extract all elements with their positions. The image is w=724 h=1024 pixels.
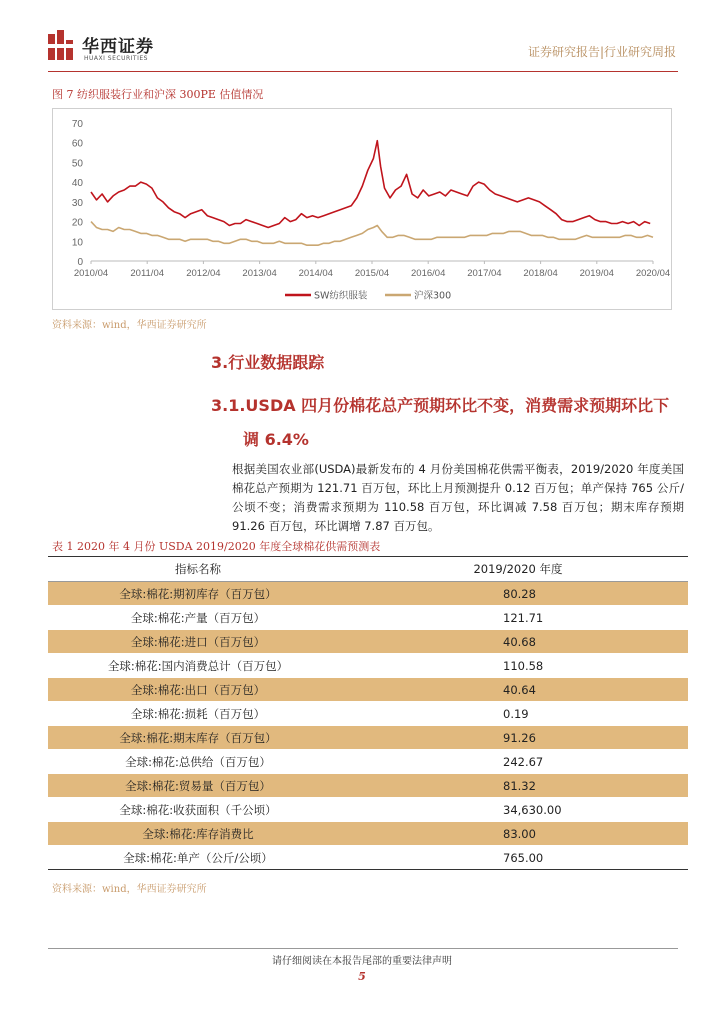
row-label: 全球:棉花:总供给（百万包） — [48, 750, 348, 774]
subsection-heading-line1: 3.1.USDA 四月份棉花总产预期环比不变，消费需求预期环比下 — [211, 396, 670, 415]
row-value: 121.71 — [348, 606, 688, 630]
table-caption: 表 1 2020 年 4 月份 USDA 2019/2020 年度全球棉花供需预测表 — [52, 540, 381, 553]
column-header: 指标名称 — [48, 557, 348, 582]
row-label: 全球:棉花:损耗（百万包） — [48, 702, 348, 726]
row-value: 81.32 — [348, 774, 688, 798]
row-value: 242.67 — [348, 750, 688, 774]
brand-name-en: HUAXI SECURITIES — [84, 55, 148, 62]
table-row — [48, 678, 688, 702]
x-tick-label: 2011/04 — [130, 268, 165, 279]
table-row — [48, 582, 688, 606]
column-header: 2019/2020 年度 — [348, 557, 688, 582]
row-label: 全球:棉花:期末库存（百万包） — [48, 726, 348, 750]
row-value: 0.19 — [348, 702, 688, 726]
row-value: 40.64 — [348, 678, 688, 702]
table-row — [48, 606, 688, 630]
y-tick-label: 0 — [77, 257, 83, 268]
x-tick-label: 2013/04 — [242, 268, 277, 279]
table-row — [48, 654, 688, 678]
row-label: 全球:棉花:出口（百万包） — [48, 678, 348, 702]
section-heading: 3.行业数据跟踪 — [211, 353, 325, 372]
header-divider — [48, 71, 678, 72]
row-value: 40.68 — [348, 630, 688, 654]
figure-source: 资料来源：wind，华西证券研究所 — [52, 320, 207, 331]
y-tick-label: 20 — [71, 217, 83, 229]
table-row — [48, 726, 688, 750]
footer-divider — [48, 948, 678, 949]
y-tick-label: 70 — [71, 119, 83, 130]
y-tick-label: 40 — [71, 178, 83, 190]
y-tick-label: 50 — [71, 158, 83, 170]
row-label: 全球:棉花:国内消费总计（百万包） — [48, 654, 348, 678]
row-label: 全球:棉花:进口（百万包） — [48, 630, 348, 654]
body-paragraph: 根据美国农业部(USDA)最新发布的 4 月份美国棉花供需平衡表，2019/2020 年度美国棉花总产预期为 121.71 百万包，环比上月预测提升 0.12 百万包；单产保持 765 公斤/公顷不变；消费需求预期为 110.58 百万包，环比调减 7.58 百万包；期末库存预期 91.26 百万包，环比调增 7.87 百万包。 — [232, 462, 684, 533]
row-label: 全球:棉花:收获面积（千公顷） — [48, 798, 348, 822]
page-number: 5 — [358, 970, 366, 983]
x-tick-label: 2018/04 — [523, 268, 558, 279]
row-label: 全球:棉花:期初库存（百万包） — [48, 582, 348, 606]
table-row — [48, 630, 688, 654]
table-row — [48, 750, 688, 774]
subsection-heading — [211, 389, 691, 457]
row-value: 91.26 — [348, 726, 688, 750]
pe-chart — [52, 108, 672, 310]
x-tick-label: 2015/04 — [354, 268, 390, 279]
row-label: 全球:棉花:单产（公斤/公顷） — [48, 846, 348, 870]
huaxi-logo-icon — [48, 30, 76, 60]
cotton-supply-table — [48, 556, 688, 870]
table-row — [48, 702, 688, 726]
row-value: 34,630.00 — [348, 798, 688, 822]
row-label: 全球:棉花:库存消费比 — [48, 822, 348, 846]
table-row — [48, 846, 688, 870]
figure-caption: 图 7 纺织服装行业和沪深 300PE 估值情况 — [52, 88, 264, 101]
x-tick-label: 2019/04 — [579, 268, 614, 279]
table-row — [48, 774, 688, 798]
series-line — [91, 222, 653, 246]
row-label: 全球:棉花:贸易量（百万包） — [48, 774, 348, 798]
row-value: 83.00 — [348, 822, 688, 846]
row-value: 110.58 — [348, 654, 688, 678]
row-value: 80.28 — [348, 582, 688, 606]
table-row — [48, 822, 688, 846]
x-tick-label: 2020/04 — [635, 268, 671, 279]
y-tick-label: 10 — [71, 237, 83, 249]
table-source: 资料来源：wind，华西证券研究所 — [52, 884, 207, 895]
page-header — [0, 0, 724, 72]
y-tick-label: 30 — [71, 197, 83, 209]
legend-label: SW纺织服装 — [314, 290, 368, 302]
row-value: 765.00 — [348, 846, 688, 870]
y-tick-label: 60 — [71, 138, 83, 150]
x-tick-label: 2014/04 — [298, 268, 333, 279]
brand-name: 华西证券 — [82, 37, 154, 57]
footer-disclaimer: 请仔细阅读在本报告尾部的重要法律声明 — [272, 956, 452, 967]
x-tick-label: 2017/04 — [467, 268, 502, 279]
row-label: 全球:棉花:产量（百万包） — [48, 606, 348, 630]
pe-chart-svg — [53, 109, 673, 311]
report-type: 证券研究报告|行业研究周报 — [527, 45, 676, 59]
table-header-row — [48, 557, 688, 582]
x-tick-label: 2010/04 — [73, 268, 109, 279]
table-row — [48, 798, 688, 822]
x-tick-label: 2012/04 — [186, 268, 221, 279]
legend-label: 沪深300 — [414, 290, 452, 302]
subsection-heading-line2: 调 6.4% — [243, 430, 309, 449]
x-tick-label: 2016/04 — [411, 268, 446, 279]
series-line — [91, 141, 650, 228]
